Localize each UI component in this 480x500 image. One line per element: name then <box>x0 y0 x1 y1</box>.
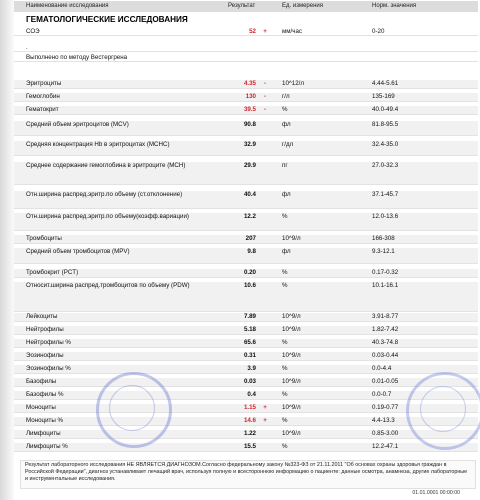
table-header <box>14 1 478 12</box>
reference-range: 0.17-0.32 <box>372 269 399 276</box>
test-unit: 10^9/л <box>282 430 301 437</box>
reference-range: 3.91-8.77 <box>372 313 399 320</box>
test-name: . <box>26 44 28 51</box>
test-value: 39.5 <box>243 106 256 113</box>
test-value: 207 <box>245 235 256 242</box>
footer-timestamp: 01.01.0001 00:00:00 <box>412 490 460 496</box>
reference-range: 12.0-13.6 <box>372 213 399 220</box>
test-value: 130 <box>245 93 256 100</box>
test-value: 0.31 <box>243 352 256 359</box>
test-unit: % <box>282 391 288 398</box>
test-value: 0.4 <box>247 391 256 398</box>
test-unit: % <box>282 213 288 220</box>
test-value: 1.22 <box>243 430 256 437</box>
test-value: 52 <box>249 28 256 35</box>
report-sheet <box>14 0 478 500</box>
reference-range: 135-169 <box>372 93 395 100</box>
test-unit: 10^9/л <box>282 404 301 411</box>
test-unit: мм/час <box>282 28 302 35</box>
test-unit: 10^9/л <box>282 378 301 385</box>
test-name: СОЭ <box>26 28 40 35</box>
test-unit: г/дл <box>282 141 294 148</box>
test-value: 10.6 <box>243 282 256 289</box>
abnormal-flag: - <box>263 106 267 113</box>
test-value: 12.2 <box>243 213 256 220</box>
test-name: Отн.ширина распред.эритр.по объему(коэфф.вариации) <box>26 213 189 220</box>
section-heading <box>14 14 478 26</box>
reference-range: 10.1-16.1 <box>372 282 399 289</box>
test-name: Средняя концентрация Hb в эритроцитах (MCHC) <box>26 141 170 148</box>
disclaimer-note <box>20 460 476 489</box>
reference-range: 9.3-12.1 <box>372 248 395 255</box>
reference-range: 40.3-74.8 <box>372 339 399 346</box>
section-title: ГЕМАТОЛОГИЧЕСКИЕ ИССЛЕДОВАНИЯ <box>26 15 188 24</box>
header-result: Результат <box>228 3 256 9</box>
table-row <box>14 191 478 209</box>
test-name: Тромбокрит (PCT) <box>26 269 79 276</box>
disclaimer-text: Результат лабораторного исследования НЕ ЯВЛЯЕТСЯ ДИАГНОЗОМ.Согласно федеральному закону №323-ФЗ от 21.11.2011 "Об основах охраны здоровья граждан в Российской Федерации", диагноз устанавливает лечащий врач, используя полную и всестороннюю информацию о пациенте: данные осмотра, анамнеза, другие лабораторные и инструментальные исследования. <box>25 462 468 482</box>
table-row <box>14 28 478 36</box>
reference-range: 32.4-35.0 <box>372 141 399 148</box>
test-value: 15.5 <box>243 443 256 450</box>
test-value: 29.9 <box>243 162 256 169</box>
test-value: 40.4 <box>243 191 256 198</box>
abnormal-flag: + <box>263 417 267 424</box>
test-unit: % <box>282 269 288 276</box>
test-name: Нейтрофилы <box>26 326 64 333</box>
test-name: Нейтрофилы % <box>26 339 71 346</box>
test-unit: 10^9/л <box>282 352 301 359</box>
stamp-left <box>96 372 172 448</box>
table-row <box>14 235 478 244</box>
table-row <box>14 121 478 136</box>
test-unit: % <box>282 106 288 113</box>
test-unit: % <box>282 282 288 289</box>
abnormal-flag: - <box>263 93 267 100</box>
table-row <box>14 248 478 264</box>
test-unit: % <box>282 339 288 346</box>
test-value: 5.18 <box>243 326 256 333</box>
test-name: Лейкоциты <box>26 313 58 320</box>
test-name: Эозинофилы % <box>26 365 71 372</box>
table-row <box>14 339 478 348</box>
reference-range: 12.2-47.1 <box>372 443 399 450</box>
test-value: 3.9 <box>247 365 256 372</box>
table-row <box>14 365 478 374</box>
table-row <box>14 326 478 335</box>
test-unit: % <box>282 443 288 450</box>
reference-range: 37.1-45.7 <box>372 191 399 198</box>
reference-range: 0.01-0.05 <box>372 378 399 385</box>
abnormal-flag: + <box>263 28 267 35</box>
test-name: Гематокрит <box>26 106 59 113</box>
reference-range: 0.03-0.44 <box>372 352 399 359</box>
test-value: 65.6 <box>243 339 256 346</box>
reference-range: 1.82-7.42 <box>372 326 399 333</box>
test-name: Базофилы % <box>26 391 64 398</box>
table-row <box>14 54 478 62</box>
reference-range: 0.85-3.00 <box>372 430 399 437</box>
test-name: Средний объем тромбоцитов (MPV) <box>26 248 130 255</box>
test-unit: 10^12/л <box>282 80 304 87</box>
test-name: Отн.ширина распред.эритр.по объему (ст.отклонение) <box>26 191 183 198</box>
test-unit: фл <box>282 121 291 128</box>
reference-range: 0.0-0.7 <box>372 391 392 398</box>
test-name: Средний объем эритроцитов (MCV) <box>26 121 129 128</box>
table-row <box>14 313 478 322</box>
header-unit: Ед. измерения <box>282 3 323 9</box>
table-row <box>14 282 478 312</box>
test-name: Лимфоциты % <box>26 443 68 450</box>
test-value: 0.03 <box>243 378 256 385</box>
test-unit: фл <box>282 248 291 255</box>
test-name: Гемоглобин <box>26 93 60 100</box>
test-name: Тромбоциты <box>26 235 62 242</box>
table-row <box>14 352 478 361</box>
reference-range: 81.8-95.5 <box>372 121 399 128</box>
test-value: 32.9 <box>243 141 256 148</box>
test-unit: 10^9/л <box>282 313 301 320</box>
test-value: 0.20 <box>243 269 256 276</box>
test-name: Лимфоциты <box>26 430 61 437</box>
table-row <box>14 213 478 231</box>
test-name: Среднее содержание гемоглобина в эритроците (MCH) <box>26 162 186 169</box>
page-edge-shadow <box>0 0 14 500</box>
table-row <box>14 378 478 387</box>
test-value: 7.89 <box>243 313 256 320</box>
test-name: Моноциты <box>26 404 56 411</box>
table-row <box>14 106 478 115</box>
table-row <box>14 141 478 156</box>
test-unit: г/л <box>282 93 290 100</box>
test-name: Моноциты % <box>26 417 64 424</box>
table-row <box>14 162 478 185</box>
reference-range: 4.44-5.61 <box>372 80 399 87</box>
test-unit: % <box>282 417 288 424</box>
table-row <box>14 430 478 439</box>
test-unit: 10^9/л <box>282 326 301 333</box>
test-name: Базофилы <box>26 378 57 385</box>
header-name: Наименование исследования <box>26 3 109 9</box>
test-name: Эозинофилы <box>26 352 64 359</box>
test-unit: 10^9/л <box>282 235 301 242</box>
table-row <box>14 93 478 102</box>
reference-range: 166-308 <box>372 235 395 242</box>
table-row <box>14 443 478 452</box>
reference-range: 0-20 <box>372 28 385 35</box>
table-row <box>14 80 478 89</box>
test-value: 9.8 <box>247 248 256 255</box>
test-name: Эритроциты <box>26 80 62 87</box>
table-row <box>14 269 478 278</box>
reference-range: 0.19-0.77 <box>372 404 399 411</box>
test-name: Относит.ширина распред.тромбоцитов по объему (PDW) <box>26 282 190 289</box>
reference-range: 0.0-4.4 <box>372 365 392 372</box>
reference-range: 40.0-49.4 <box>372 106 399 113</box>
test-unit: фл <box>282 191 291 198</box>
test-value: 1.15 <box>243 404 256 411</box>
test-name: Выполнено по методу Вестергрена <box>26 54 128 61</box>
abnormal-flag: - <box>263 80 267 87</box>
test-unit: % <box>282 365 288 372</box>
reference-range: 4.4-13.3 <box>372 417 395 424</box>
table-row <box>14 44 478 52</box>
stamp-right <box>406 372 480 450</box>
test-value: 4.35 <box>243 80 256 87</box>
test-unit: пг <box>282 162 288 169</box>
abnormal-flag: + <box>263 404 267 411</box>
test-value: 90.8 <box>243 121 256 128</box>
test-value: 14.6 <box>243 417 256 424</box>
header-norm: Норм. значения <box>372 3 417 9</box>
reference-range: 27.0-32.3 <box>372 162 399 169</box>
